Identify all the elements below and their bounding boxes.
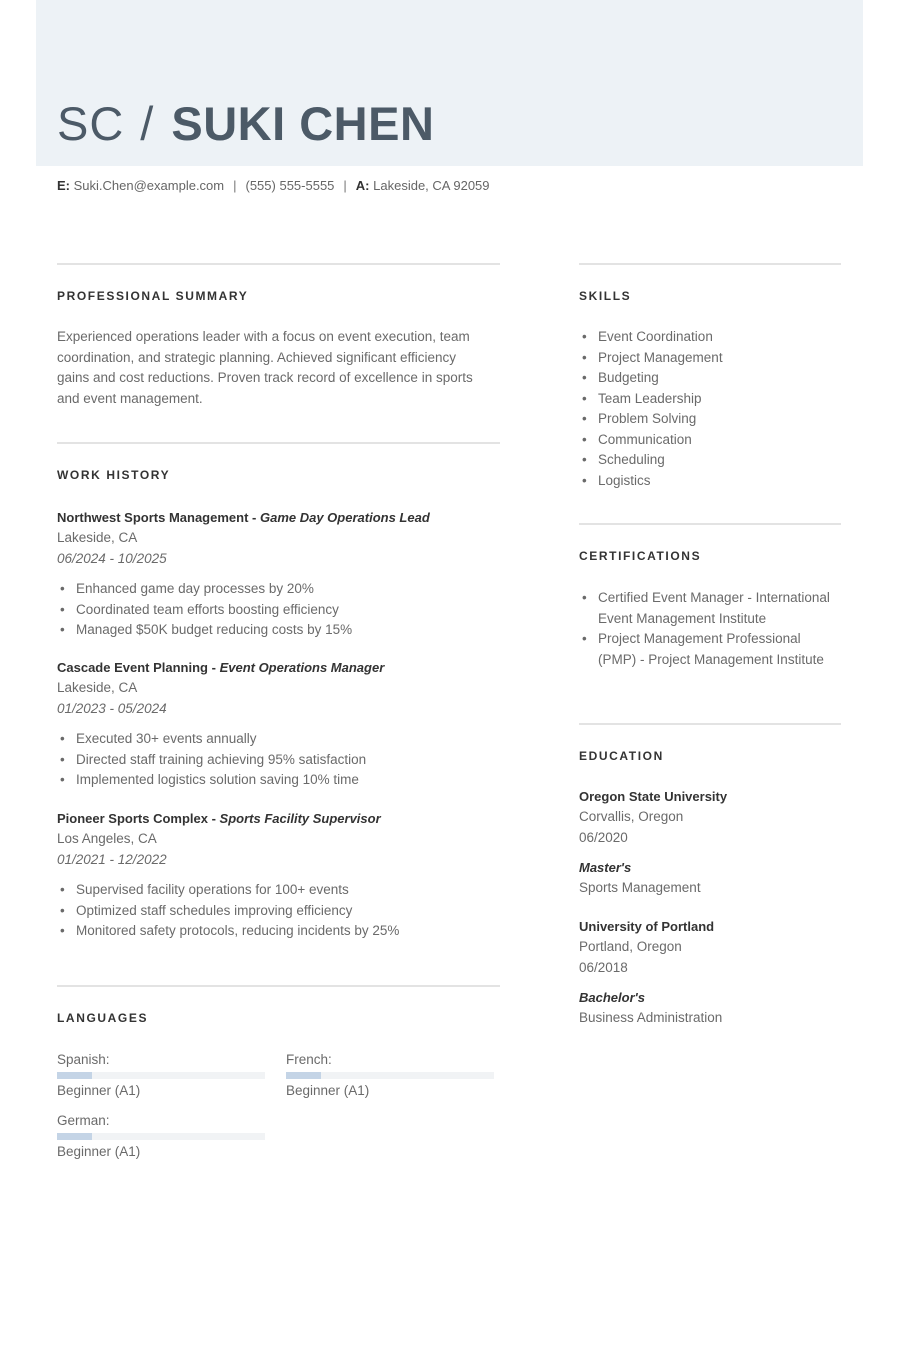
phone-value[interactable]: (555) 555-5555	[245, 178, 335, 193]
list-item: • Implemented logistics solution saving 10% time	[57, 770, 500, 791]
contact-line	[57, 178, 490, 193]
section-divider	[57, 442, 500, 444]
candidate-name	[57, 96, 434, 151]
language-name: Spanish:	[57, 1052, 110, 1067]
address-value: Lakeside, CA 92059	[373, 178, 490, 193]
graduation-date: 06/2018	[579, 959, 628, 975]
list-item: • Executed 30+ events annually	[57, 729, 500, 750]
certifications-list	[579, 588, 841, 670]
education-heading: EDUCATION	[579, 749, 664, 763]
job-entry	[57, 508, 500, 641]
list-item: • Monitored safety protocols, reducing incidents by 25%	[57, 921, 500, 942]
skills-list	[579, 327, 841, 491]
address-label: A:	[355, 178, 370, 193]
full-name: SUKI CHEN	[171, 97, 435, 150]
proficiency-fill	[286, 1072, 321, 1079]
job-heading	[57, 508, 500, 528]
school-name: University of Portland	[579, 919, 715, 934]
job-dates: 06/2024 - 10/2025	[57, 550, 167, 566]
list-item: • Coordinated team efforts boosting efficiency	[57, 600, 500, 621]
proficiency-fill	[57, 1072, 92, 1079]
language-name: German:	[57, 1113, 110, 1128]
proficiency-fill	[57, 1133, 92, 1140]
list-item: • Budgeting	[579, 368, 841, 389]
certifications-heading: CERTIFICATIONS	[579, 549, 702, 563]
section-divider	[57, 985, 500, 987]
section-divider	[57, 263, 500, 265]
proficiency-bar	[57, 1072, 265, 1079]
list-item: • Communication	[579, 430, 841, 451]
summary-heading: PROFESSIONAL SUMMARY	[57, 289, 249, 303]
list-item: • Managed $50K budget reducing costs by 15%	[57, 620, 500, 641]
name-separator: /	[140, 97, 154, 150]
graduation-date: 06/2020	[579, 829, 628, 845]
list-item: • Directed staff training achieving 95% satisfaction	[57, 750, 500, 771]
job-heading	[57, 809, 500, 829]
list-item: • Event Coordination	[579, 327, 841, 348]
job-title: Game Day Operations Lead	[259, 510, 430, 525]
section-divider	[579, 723, 841, 725]
list-item: • Certified Event Manager - International Event Management Institute	[579, 588, 841, 629]
list-item: • Scheduling	[579, 450, 841, 471]
job-company: Cascade Event Planning	[57, 660, 208, 675]
list-item: • Problem Solving	[579, 409, 841, 430]
job-dates: 01/2021 - 12/2022	[57, 851, 167, 867]
job-location: Lakeside, CA	[57, 530, 138, 545]
job-dash: -	[207, 811, 220, 826]
list-item: • Enhanced game day processes by 20%	[57, 579, 500, 600]
contact-divider: |	[343, 178, 347, 193]
language-item	[57, 1051, 265, 1100]
list-item: • Project Management Professional (PMP) - Project Management Institute	[579, 629, 841, 670]
job-dash: -	[208, 660, 220, 675]
job-bullets	[57, 579, 500, 641]
language-level: Beginner (A1)	[57, 1144, 141, 1159]
job-title: Sports Facility Supervisor	[219, 811, 381, 826]
job-location: Los Angeles, CA	[57, 831, 157, 846]
degree-name: Master's	[579, 860, 632, 875]
section-divider	[579, 523, 841, 525]
language-name: French:	[286, 1052, 332, 1067]
language-item	[57, 1112, 265, 1161]
languages-heading: LANGUAGES	[57, 1011, 149, 1025]
list-item: • Team Leadership	[579, 389, 841, 410]
proficiency-bar	[57, 1133, 265, 1140]
job-dates: 01/2023 - 05/2024	[57, 700, 167, 716]
job-bullets	[57, 729, 500, 791]
degree-field: Business Administration	[579, 1010, 723, 1025]
section-divider	[579, 263, 841, 265]
proficiency-bar	[286, 1072, 494, 1079]
list-item: • Supervised facility operations for 100+ events	[57, 880, 500, 901]
email-value[interactable]: Suki.Chen@example.com	[73, 178, 225, 193]
skills-heading: SKILLS	[579, 289, 632, 303]
list-item: • Optimized staff schedules improving efficiency	[57, 901, 500, 922]
degree-name: Bachelor's	[579, 990, 645, 1005]
degree-field: Sports Management	[579, 880, 701, 895]
email-label: E:	[57, 178, 70, 193]
job-entry	[57, 658, 500, 791]
job-bullets	[57, 880, 500, 942]
name-initials: SC	[57, 97, 125, 150]
school-location: Corvallis, Oregon	[579, 809, 684, 824]
education-entry	[579, 917, 841, 1029]
job-company: Northwest Sports Management	[57, 510, 249, 525]
language-item	[286, 1051, 494, 1100]
job-entry	[57, 809, 500, 942]
summary-text: Experienced operations leader with a focus on event execution, team coordination, and strategic planning. Achieved significant efficiency gains and cost reductions. Proven track record of excellence in sports and event management.	[57, 329, 473, 406]
work-history-heading: WORK HISTORY	[57, 468, 171, 482]
education-entry	[579, 787, 841, 899]
job-location: Lakeside, CA	[57, 680, 138, 695]
list-item: • Logistics	[579, 471, 841, 492]
job-title: Event Operations Manager	[219, 660, 385, 675]
job-company: Pioneer Sports Complex	[57, 811, 208, 826]
contact-divider: |	[233, 178, 237, 193]
job-heading	[57, 658, 500, 678]
language-level: Beginner (A1)	[286, 1083, 370, 1098]
school-name: Oregon State University	[579, 789, 728, 804]
language-level: Beginner (A1)	[57, 1083, 141, 1098]
job-dash: -	[248, 510, 260, 525]
school-location: Portland, Oregon	[579, 939, 682, 954]
list-item: • Project Management	[579, 348, 841, 369]
